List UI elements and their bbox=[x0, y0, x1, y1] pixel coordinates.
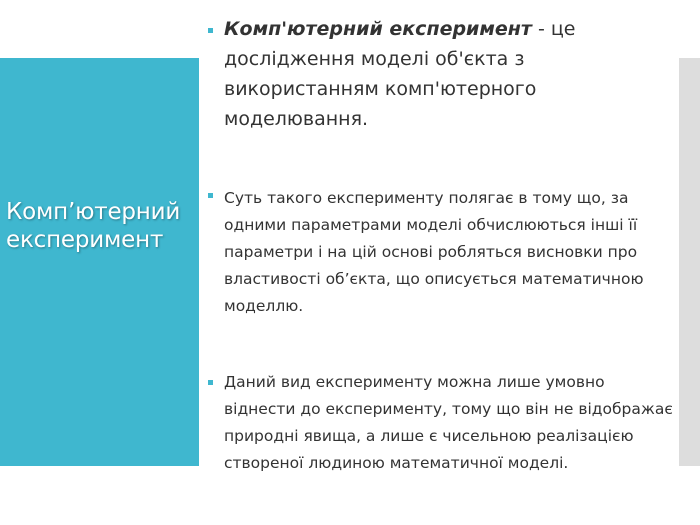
bullet-text: - це дослідження моделі об'єкта з використанням комп'ютерного моделювання. bbox=[224, 18, 576, 130]
title-band bbox=[0, 58, 199, 466]
side-strip bbox=[679, 58, 700, 466]
bullet-text: Суть такого експерименту полягає в тому що, за одними параметрами моделі обчислюються інші її параметри і на цій основі робляться висновки про властивості об’єкта, що описується математичною моделлю. bbox=[224, 189, 644, 315]
bullet-text: Даний вид експерименту можна лише умовно віднести до експерименту, тому що він не відображає природні явища, а лише є чисельною реалізацією створеної людиною математичної моделі. bbox=[224, 373, 673, 472]
bullet-marker-icon bbox=[208, 380, 213, 385]
bullet-marker-icon bbox=[208, 28, 213, 33]
bullet-item-definition bbox=[205, 14, 677, 134]
bullet-item-essence bbox=[205, 185, 677, 320]
slide-content bbox=[205, 14, 677, 477]
bullet-marker-icon bbox=[208, 193, 213, 198]
bullet-term: Комп'ютерний експеримент bbox=[224, 18, 532, 40]
bullet-item-nature bbox=[205, 369, 677, 477]
slide-title: Комп’ютерний експеримент bbox=[6, 199, 181, 253]
